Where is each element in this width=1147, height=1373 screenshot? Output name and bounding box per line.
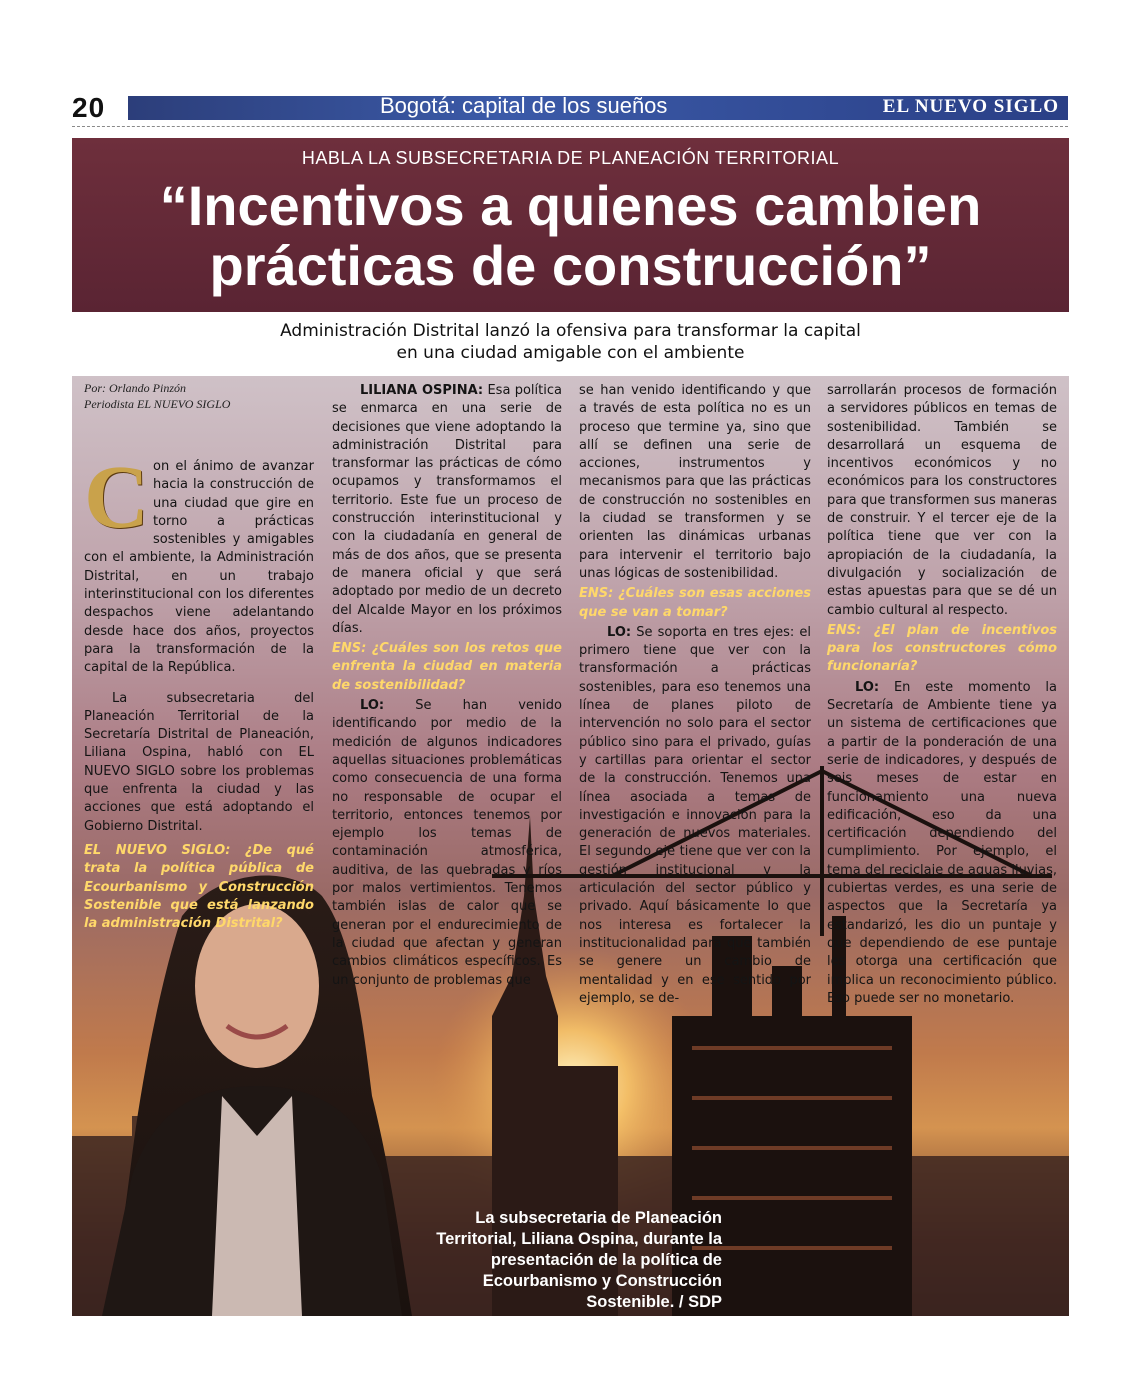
- photo-caption: La subsecretaria de Planeación Territorial, Liliana Ospina, durante la presentación de la política de Ecourbanismo y Construcción Sostenible. / SDP: [436, 1209, 722, 1311]
- answer-paragraph: sarrollarán procesos de formación a servidores públicos en temas de sostenibilidad. También se desarrollará un esquema de incentivos económicos y no económicos para los constructores para que transformen sus maneras de construir. Y el tercer eje de la política tiene que ver con la apropiación de la ciudadanía, la divulgación y socialización de estas apuestas para que se dé un cambio cultural al respecto.: [827, 383, 1057, 618]
- subhead-line-2: en una ciudad amigable con el ambiente: [396, 343, 745, 363]
- interview-question: EL NUEVO SIGLO: ¿De qué trata la política pública de Ecourbanismo y Construcción Sostenible que está lanzando la administración Distrital?: [84, 842, 314, 932]
- byline: [84, 380, 314, 412]
- header-divider: [72, 126, 1068, 128]
- section-title: Bogotá: capital de los sueños: [380, 93, 668, 118]
- drop-cap: C: [84, 448, 149, 547]
- article-column-4: [827, 382, 1057, 1008]
- intro-paragraph: Con el ánimo de avanzar hacia la construcción de una ciudad que gire en torno a prácticas sostenibles y amigables con el ambiente, la Administración Distrital, en un trabajo interinstitucional con los diferentes despachos viene adelantando desde hace dos años, proyectos para la transformación de la capital de la República.: [84, 448, 314, 676]
- paragraph: La subsecretaria del Planeación Territorial de la Secretaría Distrital de Planeación, Liliana Ospina, habló con EL NUEVO SIGLO sobre los problemas que enfrenta la ciudad y las acciones que está adoptando el Gobierno Distrital.: [84, 690, 314, 834]
- answer-paragraph: LO: Se han venido identificando por medio de la medición de algunos indicadores aquellas situaciones problemáticas como consecuencia de una forma no responsable de ocupar el territorio, entonces tenemos por ejemplo los temas de contaminación atmosférica, auditiva, de las quebradas y ríos por malos vertimientos. Tenemos también islas de calor que se generan por el endurecimiento de la ciudad que afectan y generan cambios climáticos específicos. Es un conjunto de problemas que: [332, 698, 562, 988]
- answer-paragraph: se han venido identificando y que a través de esta política no es un proceso que termine ya, sino que allí se definen una serie de acciones, instrumentos y mecanismos para que las prácticas de construcción no sostenibles en la ciudad se transformen y se orienten las dinámicas urbanas para intervenir el territorio bajo unas lógicas de sostenibilidad.: [579, 383, 811, 581]
- page-number: 20: [72, 92, 106, 123]
- article-column-1: [84, 380, 314, 935]
- headline-line-2: prácticas de construcción”: [209, 234, 932, 297]
- subhead-line-1: Administración Distrital lanzó la ofensiva para transformar la capital: [280, 321, 861, 341]
- speaker-label: LILIANA OSPINA:: [360, 383, 484, 398]
- article-headline: [72, 176, 1069, 296]
- byline-author: Por: Orlando Pinzón: [84, 381, 186, 395]
- speaker-label: LO:: [360, 698, 385, 714]
- title-block: [72, 138, 1069, 312]
- answer-paragraph: LILIANA OSPINA: Esa política se enmarca en una serie de decisiones que viene adoptando la administración Distrital para transformar las prácticas de cómo ocupamos y transformamos el territorio. Este fue un proceso de construcción interinstitucional y con la ciudadanía en general de más de dos años, que se presenta de manera oficial y que será adoptado por medio de un decreto del Alcalde Mayor en los próximos días.: [332, 383, 562, 636]
- byline-role: Periodista EL NUEVO SIGLO: [84, 397, 231, 411]
- article-subhead: [72, 320, 1069, 364]
- answer-paragraph: LO: Se soporta en tres ejes: el primero tiene que ver con la transformación a prácticas sostenibles, para eso tenemos una línea de planes piloto de intervención no solo para el sector público sino para el privado, guías y cartillas para orientar el sector de la construcción. Tenemos una línea asociada a temas de investigación e innovación para la generación de nuevos materiales. El segundo eje tiene que ver con la gestión institucional y la articulación del sector público y privado. Aquí básicamente lo que nos interesa es fortalecer la institucionalidad para que también se genere un cambio de mentalidad y en ese sentido por ejemplo, se de-: [579, 624, 811, 1006]
- interview-question: ENS: ¿Cuáles son esas acciones que se van a tomar?: [579, 586, 811, 620]
- headline-line-1: “Incentivos a quienes cambien: [159, 174, 982, 237]
- publication-name: EL NUEVO SIGLO: [882, 96, 1059, 117]
- interview-question: ENS: ¿El plan de incentivos para los constructores cómo funcionaría?: [827, 622, 1057, 675]
- speaker-label: LO:: [607, 624, 632, 640]
- article-kicker: HABLA LA SUBSECRETARIA DE PLANEACIÓN TERRITORIAL: [301, 148, 840, 168]
- article-column-3: [579, 382, 811, 1008]
- article-column-2: [332, 382, 562, 990]
- interview-question: ENS: ¿Cuáles son los retos que enfrenta la ciudad en materia de sostenibilidad?: [332, 641, 562, 693]
- speaker-label: LO:: [855, 679, 880, 695]
- answer-paragraph: LO: En este momento la Secretaría de Ambiente tiene ya un sistema de certificaciones que a partir de la ponderación de una serie de indicadores, y después de seis meses de estar en funcionamiento una nueva edificación, eso da una certificación dependiendo del cumplimiento. Por ejemplo, el tema del reciclaje de aguas lluvias, cubiertas verdes, es una serie de aspectos que la Secretaría ya estandarizó, les dio un puntaje y que dependiendo de ese puntaje les otorga una certificación que implica un reconocimiento público. Eso puede ser no monetario.: [827, 679, 1057, 1006]
